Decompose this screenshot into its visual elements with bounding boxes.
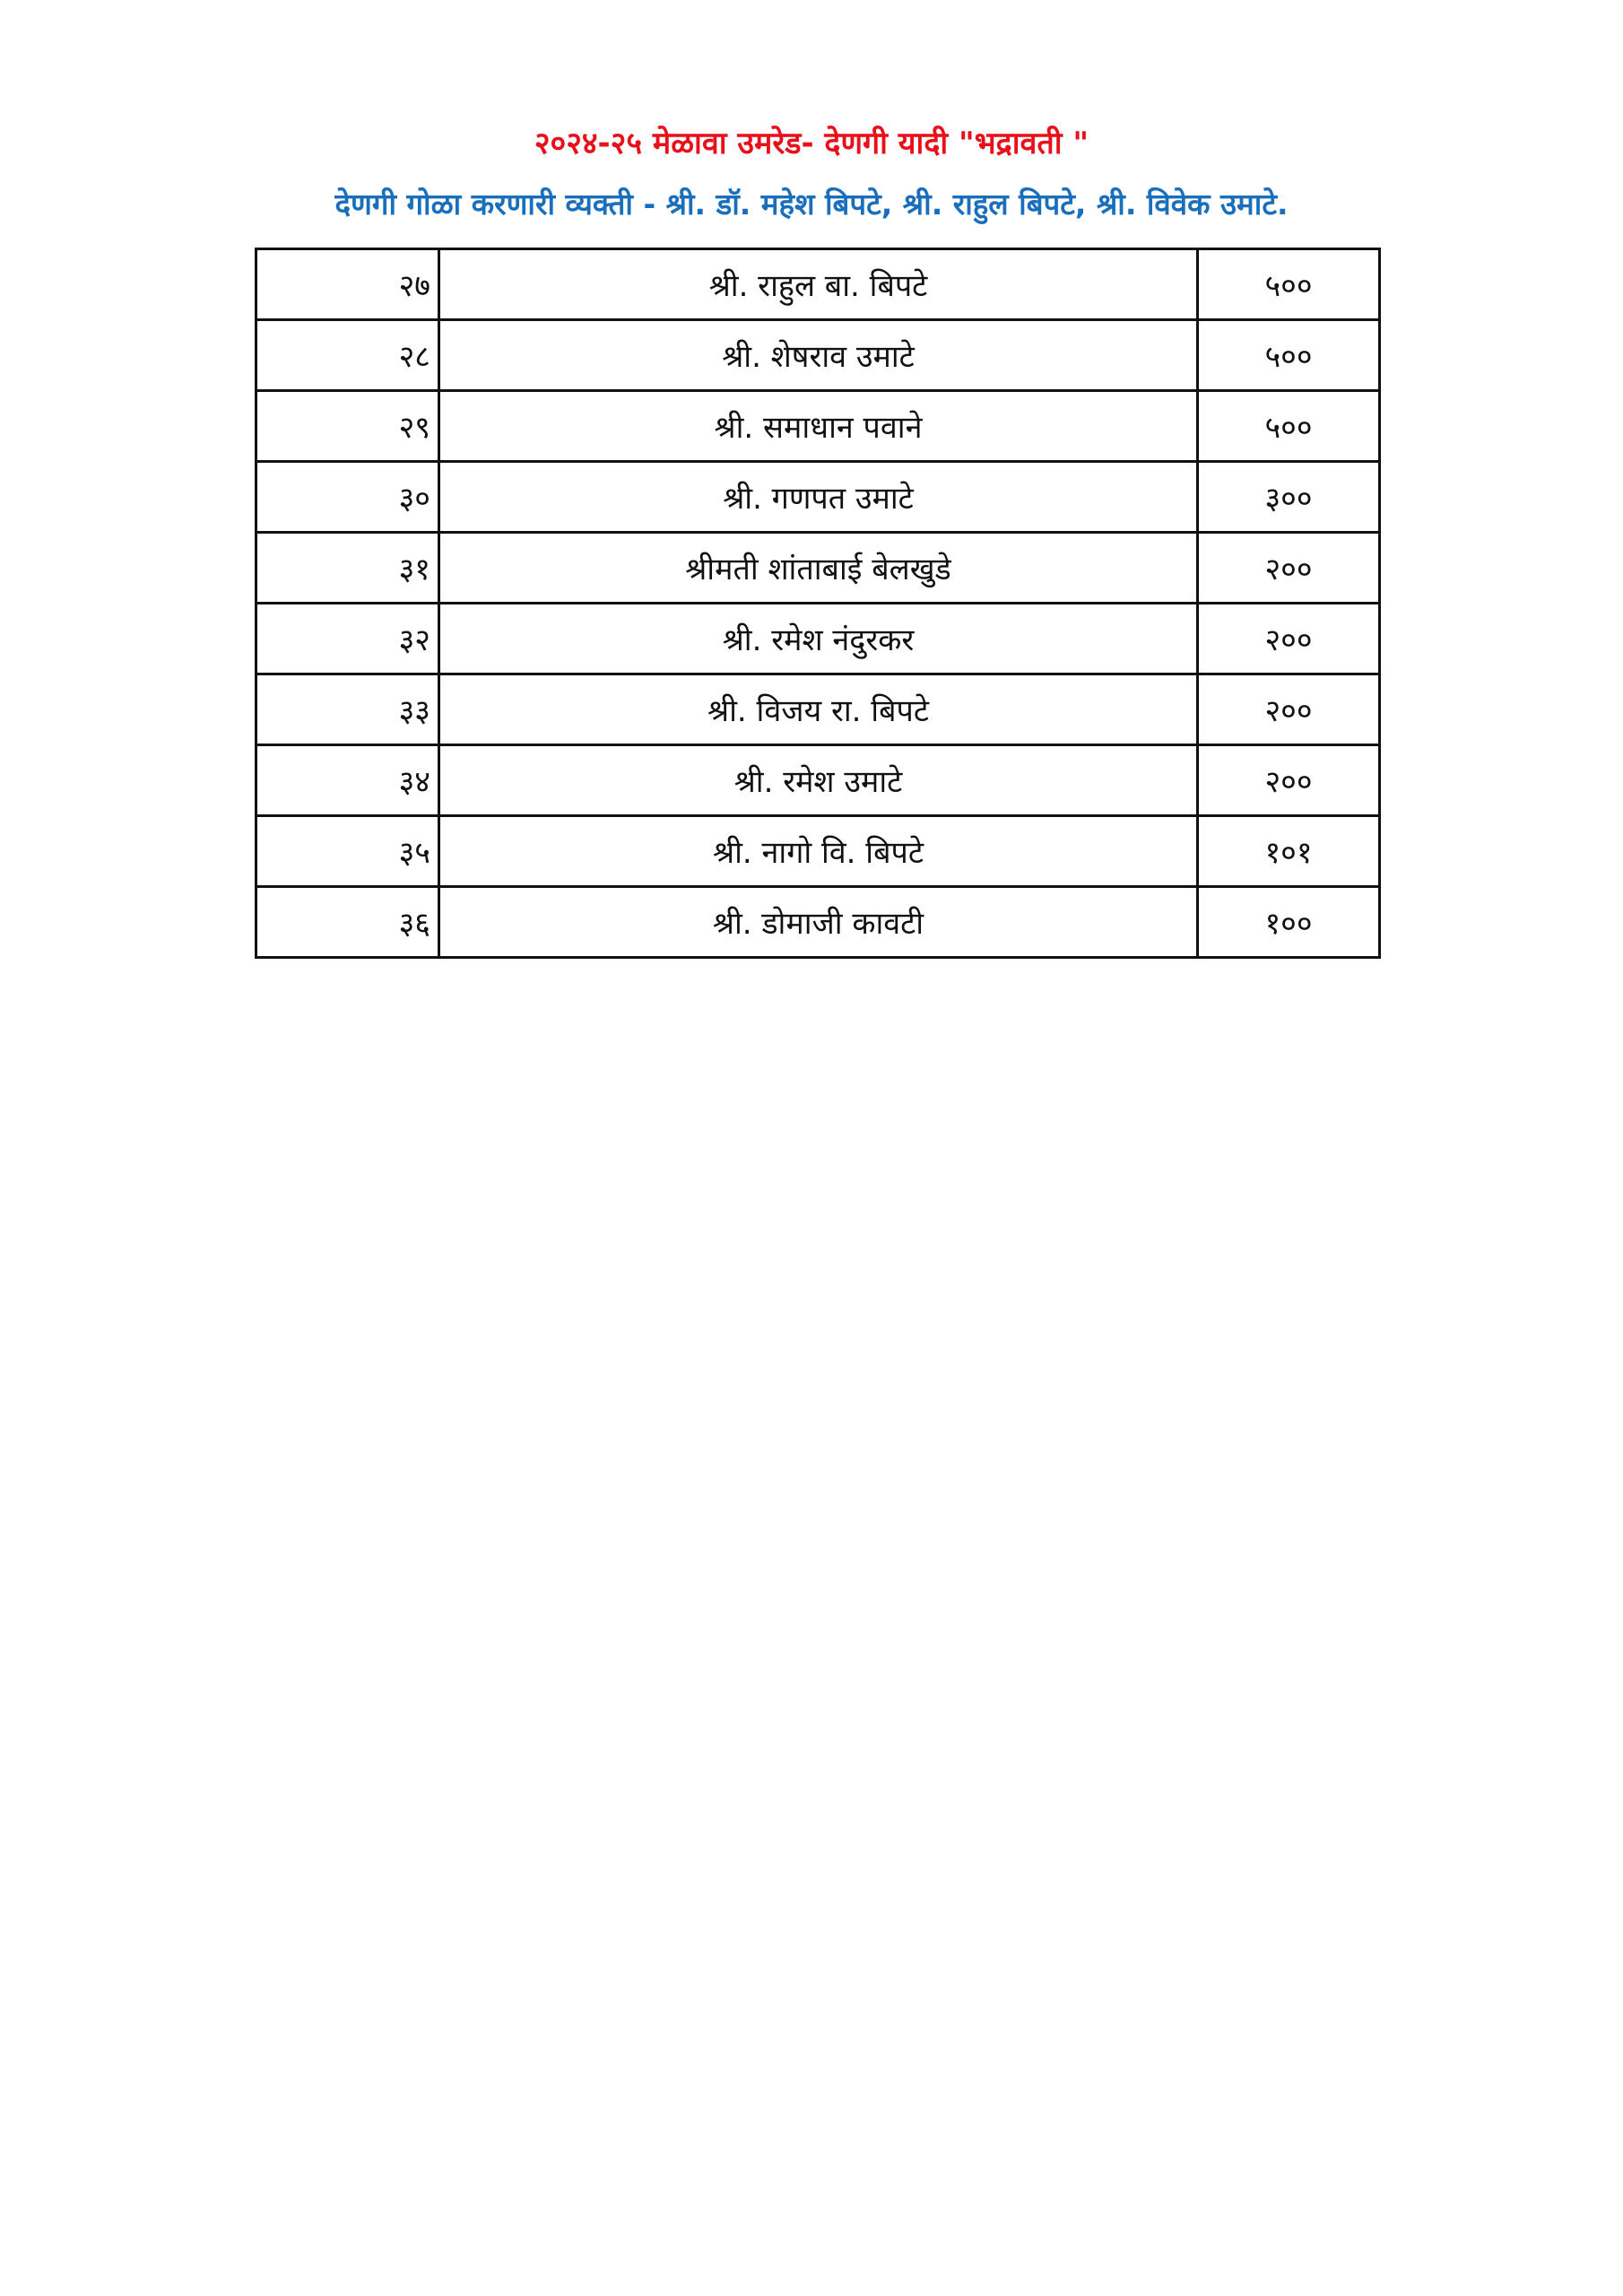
table-row [256,533,1380,604]
amount-cell: २०० [1198,533,1380,604]
amount-cell: ५०० [1198,320,1380,391]
table-row [256,745,1380,816]
table-row [256,674,1380,745]
name-cell: श्रीमती शांताबाई बेलखुडे [439,533,1198,604]
name-cell: श्री. समाधान पवाने [439,391,1198,462]
amount-cell: ५०० [1198,391,1380,462]
table-row [256,320,1380,391]
amount-cell: ३०० [1198,462,1380,533]
table-row [256,887,1380,958]
serial-cell: २७ [256,249,439,320]
name-cell: श्री. विजय रा. बिपटे [439,674,1198,745]
serial-cell: ३२ [256,604,439,674]
amount-cell: ५०० [1198,249,1380,320]
page-title: २०२४-२५ मेळावा उमरेड- देणगी यादी "भद्रावती " [534,126,1089,161]
table-row [256,604,1380,674]
serial-cell: ३३ [256,674,439,745]
table-row [256,391,1380,462]
amount-cell: २०० [1198,604,1380,674]
serial-cell: ३६ [256,887,439,958]
amount-cell: १०० [1198,887,1380,958]
donation-table [255,248,1381,959]
name-cell: श्री. शेषराव उमाटे [439,320,1198,391]
name-cell: श्री. नागो वि. बिपटे [439,816,1198,887]
serial-cell: ३५ [256,816,439,887]
table-row [256,816,1380,887]
serial-cell: ३० [256,462,439,533]
name-cell: श्री. रमेश नंदुरकर [439,604,1198,674]
name-cell: श्री. रमेश उमाटे [439,745,1198,816]
name-cell: श्री. डोमाजी कावटी [439,887,1198,958]
table-row [256,462,1380,533]
amount-cell: २०० [1198,674,1380,745]
table-row [256,249,1380,320]
amount-cell: २०० [1198,745,1380,816]
serial-cell: २९ [256,391,439,462]
serial-cell: ३४ [256,745,439,816]
amount-cell: १०१ [1198,816,1380,887]
serial-cell: ३१ [256,533,439,604]
page-subtitle: देणगी गोळा करणारी व्यक्ती - श्री. डॉ. महेश बिपटे, श्री. राहुल बिपटे, श्री. विवेक उमाटे. [334,187,1289,222]
serial-cell: २८ [256,320,439,391]
name-cell: श्री. गणपत उमाटे [439,462,1198,533]
name-cell: श्री. राहुल बा. बिपटे [439,249,1198,320]
